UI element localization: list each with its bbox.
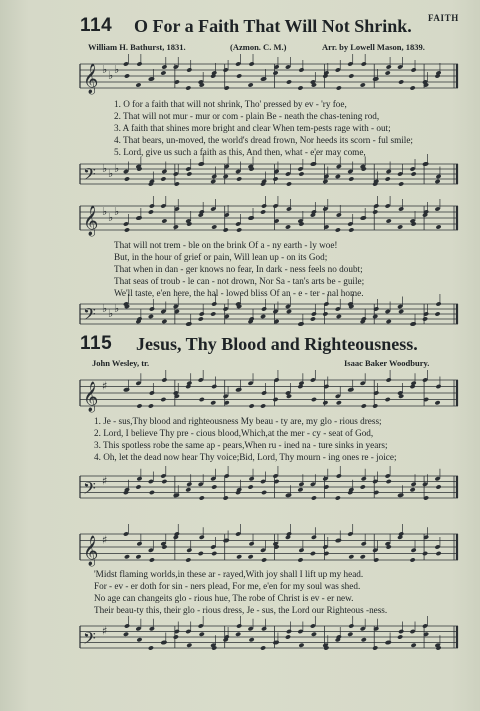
verse-line: We'll taste, e'en here, the hal - lowed bliss Of an - e - ter - nal home. — [114, 288, 364, 298]
hymn-arranger: Isaac Baker Woodbury. — [344, 358, 430, 368]
key-signature-sharp-icon — [102, 625, 107, 638]
svg-text:♯: ♯ — [102, 379, 108, 393]
verse-line: Their beau-ty this, their glo - rious dress, Je - sus, the Lord our Righteous -ness. — [94, 605, 388, 615]
svg-text:♯: ♯ — [102, 624, 108, 638]
music-staff-treble — [80, 200, 458, 236]
verse-line: No age can changeits glo - rious hue, The robe of Christ is ev - er new. — [94, 593, 354, 603]
key-signature-flat-icon — [102, 162, 119, 180]
verse-line: That seas of troub - le can - not drown, Nor Sa - tan's arts be - guile; — [114, 276, 365, 286]
verse-line: 3. A faith that shines more bright and clear When tem-pests rage with - out; — [114, 123, 391, 133]
key-signature-sharp-icon — [102, 380, 107, 393]
svg-text:♭: ♭ — [114, 162, 120, 175]
bass-clef-icon: 𝄢 — [83, 628, 96, 652]
treble-clef-icon: 𝄞 — [83, 382, 99, 412]
note-heads — [123, 616, 442, 651]
verse-line: For - ev - er doth for sin - ners plead, For me, e'en for my soul was shed. — [94, 581, 361, 591]
svg-text:♭: ♭ — [108, 167, 114, 180]
hymn-author: John Wesley, tr. — [92, 358, 150, 368]
music-staff-treble — [80, 374, 458, 412]
note-heads — [123, 154, 442, 187]
music-staff-treble — [80, 528, 458, 566]
verse-line: 1. O for a faith that will not shrink, Tho' pressed by ev - 'ry foe, — [114, 99, 347, 109]
svg-text:♭: ♭ — [114, 302, 120, 315]
verse-line: But, in the hour of grief or pain, Will lean up - on its God; — [114, 252, 328, 262]
key-signature-flat-icon — [102, 302, 119, 320]
svg-text:♭: ♭ — [108, 69, 114, 82]
treble-clef-icon: 𝄞 — [83, 64, 99, 94]
hymn-number: 115 — [80, 333, 113, 354]
hymn-tune: (Azmon. C. M.) — [230, 42, 287, 52]
key-signature-flat-icon — [102, 63, 119, 82]
treble-clef-icon: 𝄞 — [83, 206, 99, 236]
verse-line: 3. This spotless robe the same ap - pears,When ru - ined na - ture sinks in years; — [94, 440, 388, 450]
verse-line: 1. Je - sus,Thy blood and righteousness My beau - ty are, my glo - rious dress; — [94, 416, 382, 426]
key-signature-sharp-icon — [102, 534, 107, 547]
music-staff-bass — [80, 158, 458, 190]
note-heads — [123, 54, 442, 91]
bass-clef-icon: 𝄢 — [83, 304, 96, 328]
music-staff-bass — [80, 620, 458, 654]
verse-line: 2. Lord, I believe Thy pre - cious blood,Which,at the mer - cy - seat of God, — [94, 428, 374, 438]
key-signature-flat-icon — [102, 205, 119, 224]
verse-block — [114, 98, 413, 158]
note-heads — [123, 196, 442, 233]
note-heads — [123, 294, 442, 327]
music-staff-treble — [80, 58, 458, 94]
svg-text:♭: ♭ — [102, 162, 108, 175]
music-staff-bass — [80, 298, 458, 330]
verse-line: That will not trem - ble on the brink Of a - ny earth - ly woe! — [114, 240, 338, 250]
hymn-arranger: Arr. by Lowell Mason, 1839. — [322, 42, 425, 52]
hymn-title: Jesus, Thy Blood and Righteousness. — [136, 334, 418, 354]
verse-block — [114, 239, 364, 299]
svg-text:♭: ♭ — [102, 205, 108, 218]
bass-clef-icon: 𝄢 — [83, 478, 96, 502]
section-label: FAITH — [428, 13, 459, 23]
hymn-title: O For a Faith That Will Not Shrink. — [134, 16, 412, 36]
svg-text:♯: ♯ — [102, 533, 108, 547]
treble-clef-icon: 𝄞 — [83, 536, 99, 566]
note-heads — [123, 370, 442, 409]
verse-line: 4. Oh, let the dead now hear Thy voice;Bid, Lord, Thy mourn - ing ones re - joice; — [94, 452, 397, 462]
verse-line: That when in dan - ger knows no fear, In dark - ness feels no doubt; — [114, 264, 363, 274]
svg-text:♭: ♭ — [102, 63, 108, 76]
verse-line: 2. That will not mur - mur or com - plain Be - neath the chas-tening rod, — [114, 111, 380, 121]
verse-block — [94, 415, 397, 463]
verse-line: 5. Lord, give us such a faith as this, And then, what - e'er may come, — [114, 147, 366, 157]
svg-text:♭: ♭ — [102, 302, 108, 315]
svg-text:♭: ♭ — [108, 307, 114, 320]
verse-block — [94, 568, 387, 616]
bass-clef-icon: 𝄢 — [83, 164, 96, 188]
verse-line: 4. That bears, un-moved, the world's dread frown, Nor heeds its scorn - ful smile; — [114, 135, 413, 145]
note-heads — [123, 524, 442, 563]
key-signature-sharp-icon — [102, 475, 107, 488]
svg-text:♭: ♭ — [114, 205, 120, 218]
hymn-author: William H. Bathurst, 1831. — [88, 42, 186, 52]
hymn-number: 114 — [80, 15, 113, 36]
svg-text:♯: ♯ — [102, 474, 108, 488]
note-heads — [123, 466, 442, 501]
svg-text:♭: ♭ — [108, 211, 114, 224]
verse-line: 'Midst flaming worlds,in these ar - rayed,With joy shall I lift up my head. — [94, 569, 364, 579]
svg-text:♭: ♭ — [114, 63, 120, 76]
music-staff-bass — [80, 470, 458, 504]
